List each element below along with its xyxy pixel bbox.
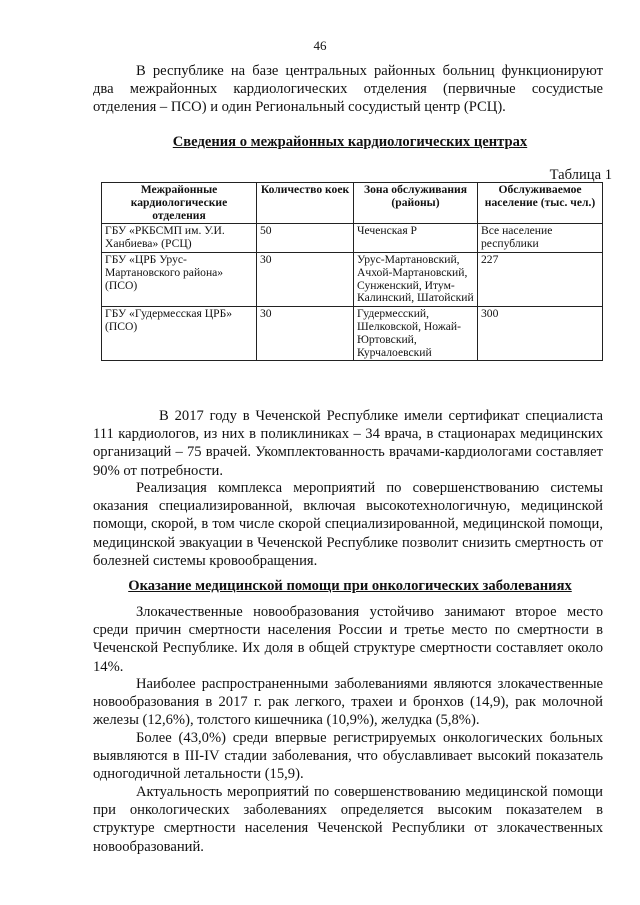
table-cell: Урус-Мартановский, Ачхой-Мартановский, Сунженский, Итум-Калинский, Шатойский (354, 252, 478, 306)
table-cell: ГБУ «РКБСМП им. У.И. Ханбиева» (РСЦ) (102, 224, 257, 253)
section-heading-onco: Оказание медицинской помощи при онкологических заболеваниях (128, 578, 572, 594)
table-row (102, 224, 603, 253)
cardiologists-paragraph: В 2017 году в Чеченской Республике имели сертификат специалиста 111 кардиологов, из них в поликлиниках – 34 врача, в стационарах медицинских организаций – 75 врачей. Укомплектованность врачами-кардиологами составляет 90% от потребности. (93, 408, 603, 479)
column-header: Обслуживаемое население (тыс. чел.) (478, 183, 603, 224)
onco-paragraph-2: Наиболее распространенными заболеваниями являются злокачественные новообразования в 2017 г. рак легкого, трахеи и бронхов (14,9), рак молочной железы (12,6%), толстого кишечника (10,9%), желудка (5,8%). (93, 676, 603, 729)
measures-paragraph: Реализация комплекса мероприятий по совершенствованию системы оказания специализированной, включая высокотехнологичную, медицинской помощи, скорой, в том числе скорой специализированной, медицинской помощи, медицинской эвакуации в Чеченской Республике позволит снизить смертность от болезней системы кровообращения. (93, 480, 603, 569)
table-cell: 300 (478, 307, 603, 361)
onco-paragraph-1: Злокачественные новообразования устойчиво занимают второе место среди причин смертности населения России и третье место по смертности в Чеченской Республике. Их доля в общей структуре смертности составляет около 14%. (93, 604, 603, 675)
cardio-centers-table (101, 182, 603, 361)
table-cell: Все население республики (478, 224, 603, 253)
table-cell: 30 (257, 252, 354, 306)
table-cell: 30 (257, 307, 354, 361)
section-heading-cardio: Сведения о межрайонных кардиологических центрах (172, 134, 528, 150)
onco-paragraph-4: Актуальность мероприятий по совершенствованию медицинской помощи при онкологических заболеваниях определяется высоким показателем в структуре смертности населения Чеченской Республики от злокачественных новообразований. (93, 784, 603, 855)
column-header: Межрайонные кардиологические отделения (102, 183, 257, 224)
page-number: 46 (313, 38, 327, 53)
column-header: Количество коек (257, 183, 354, 224)
table-header-row (102, 183, 603, 224)
table-cell: 227 (478, 252, 603, 306)
table-cell: ГБУ «Гудермесская ЦРБ» (ПСО) (102, 307, 257, 361)
onco-paragraph-3: Более (43,0%) среди впервые регистрируемых онкологических больных выявляются в III-IV стадии заболевания, что обуславливает высокий показатель одногодичной летальности (15,9). (93, 730, 603, 783)
intro-paragraph: В республике на базе центральных районных больниц функционируют два межрайонных кардиологических отделения (первичные сосудистые отделения – ПСО) и один Региональный сосудистый центр (РСЦ). (93, 63, 603, 116)
table-row (102, 252, 603, 306)
table-cell: Чеченская Р (354, 224, 478, 253)
table-cell: Гудермесский, Шелковской, Ножай-Юртовский, Курчалоевский (354, 307, 478, 361)
table-cell: 50 (257, 224, 354, 253)
table-cell: ГБУ «ЦРБ Урус-Мартановского района» (ПСО) (102, 252, 257, 306)
column-header: Зона обслуживания (районы) (354, 183, 478, 224)
table-row (102, 307, 603, 361)
table-caption: Таблица 1 (549, 167, 612, 183)
